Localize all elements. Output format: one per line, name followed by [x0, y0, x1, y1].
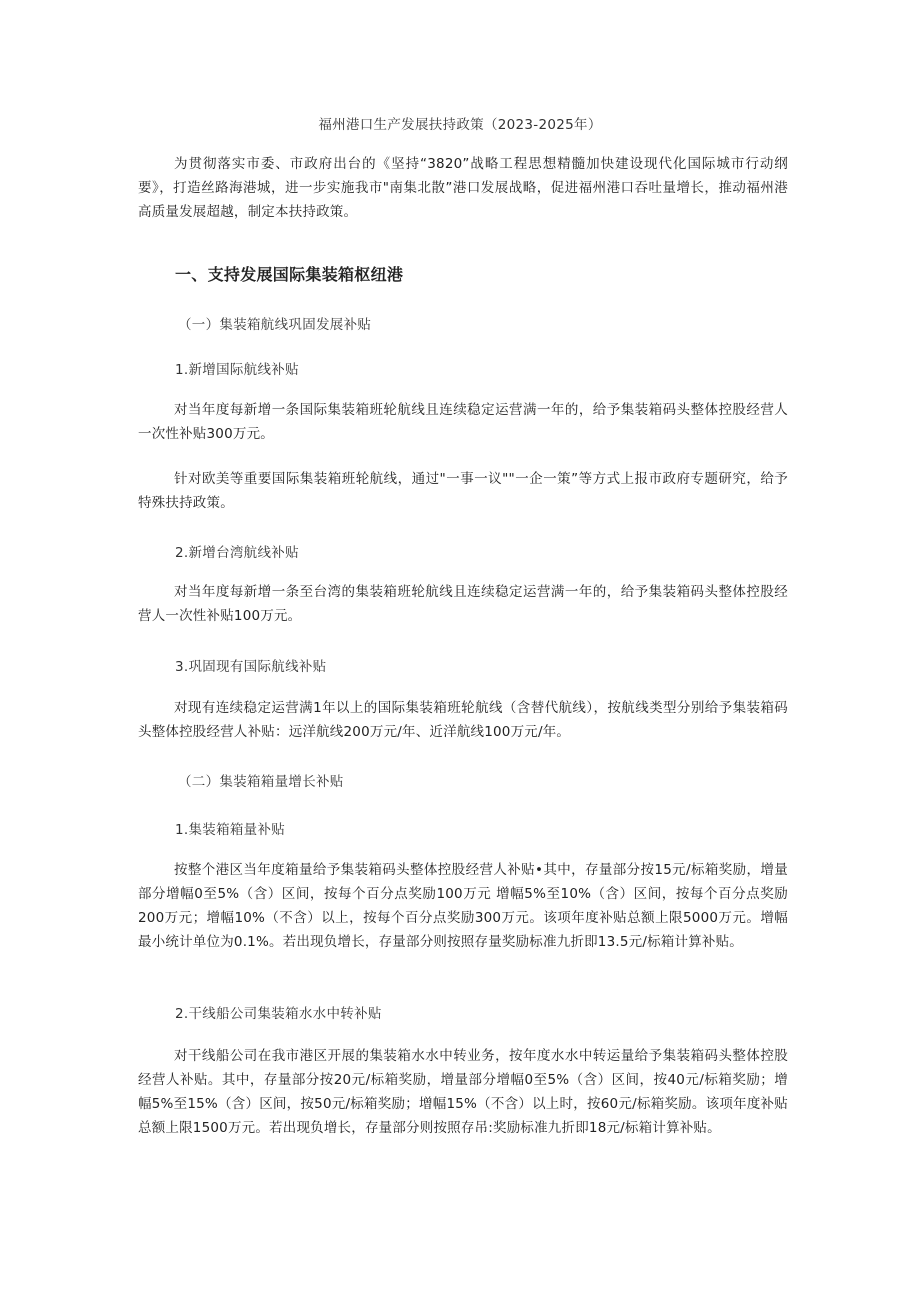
intro-paragraph: 为贯彻落实市委、市政府出台的《坚持“3820”战略工程思想精髓加快建设现代化国际城市行动纲要》，打造丝路海港城，进一步实施我市"南集北散”港口发展战略，促进福州港口吞吐量增长，推动福州港高质量发展超越，制定本扶持政策。: [138, 156, 788, 220]
section-heading-1: 一、支持发展国际集装箱枢纽港: [175, 265, 404, 284]
paragraph-transshipment: 对干线船公司在我市港区开展的集装箱水水中转业务，按年度水水中转运量给予集装箱码头整体控股经营人补贴。其中，存量部分按20元/标箱奖励，增量部分增幅0至5%（含）区间，按40元/标箱奖励；增幅5%至15%（含）区间，按50元/标箱奖励；增幅15%（不含）以上时，按60元/标箱奖励。该项年度补贴总额上限1500万元。若出现负增长，存量部分则按照存吊:奖励标准九折即18元/标箱计算补贴。: [138, 1048, 788, 1136]
page-title: 福州港口生产发展扶持政策（2023-2025年）: [318, 117, 602, 133]
item-heading-existing-routes: 3.巩固现有国际航线补贴: [175, 659, 327, 675]
paragraph-taiwan-routes: 对当年度每新增一条至台湾的集装箱班轮航线且连续稳定运营满一年的，给予集装箱码头整体控股经营人一次性补贴100万元。: [138, 584, 788, 624]
paragraph-existing-routes: 对现有连续稳定运营满1年以上的国际集装箱班轮航线（含替代航线），按航线类型分别给予集装箱码头整体控股经营人补贴：远洋航线200万元/年、近洋航线100万元/年。: [138, 700, 788, 740]
subsection-heading-1: （一）集装箱航线巩固发展补贴: [178, 317, 372, 333]
paragraph-euro-us-routes: 针对欧美等重要国际集装箱班轮航线，通过"一事一议""一企一策”等方式上报市政府专题研究，给予特殊扶持政策。: [138, 471, 788, 511]
item-heading-taiwan-routes: 2.新增台湾航线补贴: [175, 545, 299, 561]
paragraph-container-volume: 按整个港区当年度箱量给予集装箱码头整体控股经营人补贴•其中，存量部分按15元/标箱奖励，增量部分增幅0至5%（含）区间，按每个百分点奖励100万元 增幅5%至10%（含）区间，按每个百分点奖励200万元；增幅10%（不含）以上，按每个百分点奖励300万元。该项年度补贴总额上限5000万元。增幅最小统计单位为0.1%。若出现负增长，存量部分则按照存量奖励标准九折即13.5元/标箱计算补贴。: [138, 862, 788, 950]
paragraph-new-international-routes: 对当年度每新增一条国际集装箱班轮航线且连续稳定运营满一年的，给予集装箱码头整体控股经营人一次性补贴300万元。: [138, 402, 788, 442]
item-heading-transshipment: 2.干线船公司集装箱水水中转补贴: [175, 1006, 382, 1022]
item-heading-new-international-routes: 1.新增国际航线补贴: [175, 362, 299, 378]
subsection-heading-2: （二）集装箱箱量增长补贴: [178, 774, 344, 790]
item-heading-container-volume: 1.集装箱箱量补贴: [175, 822, 286, 838]
